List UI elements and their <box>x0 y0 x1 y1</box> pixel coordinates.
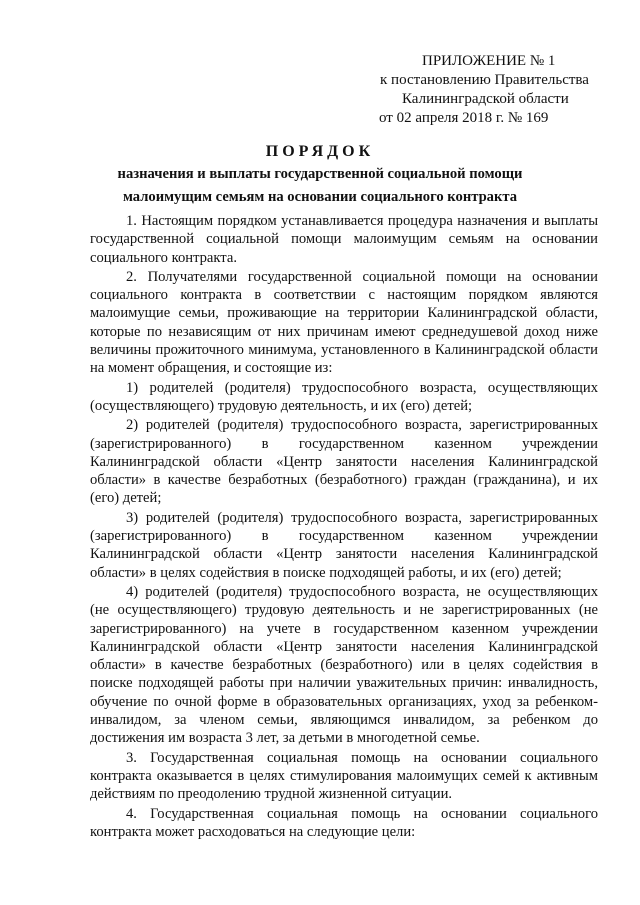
subitem-1: 1) родителей (родителя) трудоспособного возраста, осуществляющих (осуществляющего) трудовую деятельность, и их (его) детей; <box>90 379 598 414</box>
paragraph-3: 3. Государственная социальная помощь на основании социального контракта оказывается в целях стимулирования малоимущих семей к активным действиям по преодолению трудной жизненной ситуации. <box>90 749 598 803</box>
appendix-line-2: Калининградской области <box>402 91 569 107</box>
subitem-3: 3) родителей (родителя) трудоспособного возраста, зарегистрированных (зарегистрированного) в государственном казенном учреждении Калининградской области «Центр занятости населения Калининградской области» в целях содействия в поиске подходящей работы, и их (его) детей; <box>90 509 598 581</box>
paragraph-1: 1. Настоящим порядком устанавливается процедура назначения и выплаты государственной социальной помощи малоимущим семьям на основании социального контракта. <box>90 213 598 266</box>
document-body <box>90 212 598 842</box>
paragraph-4: 4. Государственная социальная помощь на основании социального контракта может расходоваться на следующие цели: <box>90 805 598 840</box>
subitem-4: 4) родителей (родителя) трудоспособного возраста, не осуществляющих (не осуществляющего) трудовую деятельность и не зарегистрированных (не зарегистрированного) на учете в государственном казенном учреждении Калининградской области «Центр занятости населения Калининградской области» в качестве безработных (безработного) или в целях содействия в поиске подходящей работы при наличии уважительных причин: инвалидность, обучение по очной форме в образовательных организациях, уход за ребенком-инвалидом, за членом семьи, являющимся инвалидом, за ребенком до достижения им возраста 3 лет, за детьми в многодетной семье. <box>90 583 598 747</box>
title-main: ПОРЯДОК <box>265 143 375 160</box>
appendix-header <box>380 52 625 128</box>
title-subtitle-1: назначения и выплаты государственной социальной помощи <box>117 166 523 182</box>
appendix-line-1: к постановлению Правительства <box>380 72 589 88</box>
paragraph-2: 2. Получателями государственной социальной помощи на основании социального контракта в соответствии с настоящим порядком являются малоимущие семьи, проживающие на территории Калининградской области, которые по независящим от них причинам имеют среднедушевой доход ниже величины прожиточного минимума, установленного в Калининградской области на момент обращения, и состоящие из: <box>90 268 598 377</box>
title-subtitle-2: малоимущим семьям на основании социального контракта <box>122 189 518 205</box>
subitem-2: 2) родителей (родителя) трудоспособного возраста, зарегистрированных (зарегистрированного) в государственном казенном учреждении Калининградской области «Центр занятости населения Калининградской области» в качестве безработных (безработного) граждан (гражданина), и их (его) детей; <box>90 417 598 507</box>
appendix-title: ПРИЛОЖЕНИЕ № 1 <box>422 53 556 69</box>
document-title <box>0 143 640 207</box>
appendix-line-3: от 02 апреля 2018 г. № 169 <box>379 110 549 126</box>
